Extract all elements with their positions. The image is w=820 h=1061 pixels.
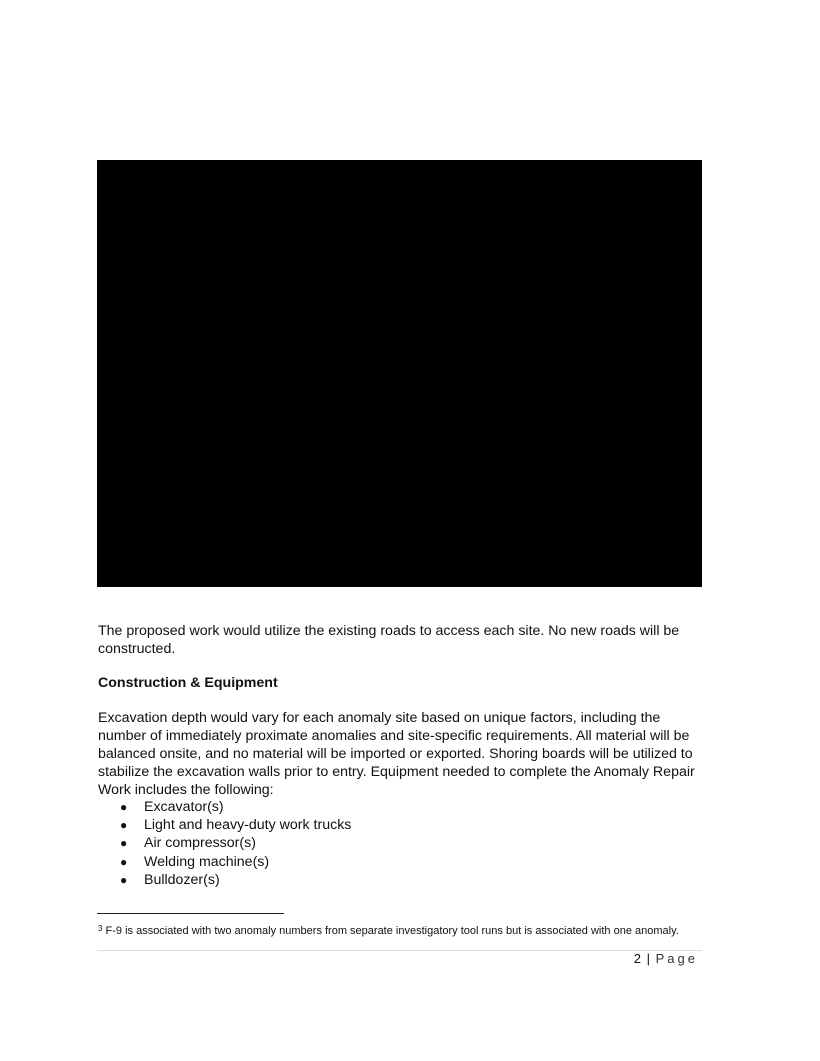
list-item [98,853,351,871]
list-item [98,834,351,852]
page-footer-rule [97,950,702,951]
section-heading: Construction & Equipment [98,675,278,691]
list-item-label: Welding machine(s) [144,853,270,870]
footnote-divider [97,913,284,914]
excavation-paragraph: Excavation depth would vary for each anomaly site based on unique factors, including the number of immediately proximate anomalies and site-specific requirements. All material will be balanced onsite, and no material will be imported or exported. Shoring boards will be utilized to stabilize the excavation walls prior to entry. Equipment needed to complete the Anomaly Repair Work includes the following: [98,710,695,798]
footnote-marker: 3 [98,924,103,933]
bullet-icon: ● [120,854,128,869]
list-item-label: Air compressor(s) [144,835,256,852]
bullet-icon: ● [120,800,128,814]
list-item [98,816,351,834]
list-item-label: Light and heavy-duty work trucks [144,817,352,834]
roads-paragraph: The proposed work would utilize the existing roads to access each site. No new roads will be constructed. [98,623,680,657]
list-item-label: Excavator(s) [144,799,224,815]
page-word: Page [655,951,698,966]
page-number [634,951,698,966]
page-separator: | [646,951,651,966]
page-number-value: 2 [633,951,642,966]
equipment-list [98,798,351,889]
bullet-icon: ● [120,872,128,887]
footnote [98,921,703,939]
list-item [98,798,351,816]
bullet-icon: ● [120,818,128,833]
footnote-text: F-9 is associated with two anomaly numbers from separate investigatory tool runs but is associated with one anomaly. [105,925,679,937]
redacted-image-block [97,160,702,587]
bullet-icon: ● [120,836,128,851]
list-item [98,871,351,889]
list-item-label: Bulldozer(s) [144,871,220,888]
